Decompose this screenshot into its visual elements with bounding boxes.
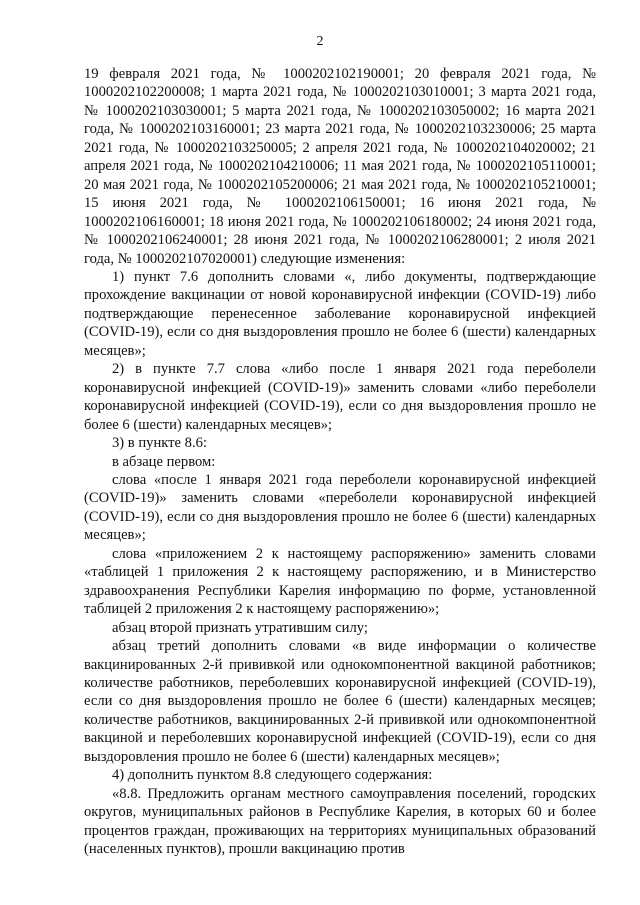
paragraph-11: «8.8. Предложить органам местного самоуправления поселений, городских округов, муниципальных районов в Республике Карелия, в которых 60 и более процентов граждан, проживающих на территориях муниципальных образований (населенных пунктов), прошли вакцинацию против: [84, 785, 596, 858]
paragraph-9: абзац третий дополнить словами «в виде информации о количестве вакцинированных 2-й прививкой или однокомпонентной вакциной работников; количестве работников, переболевших коронавирусной инфекцией (COVID-19), если со дня выздоровления прошло не более 6 (шести) календарных месяцев; количестве работников, вакцинированных 2-й прививкой или однокомпонентной вакциной и переболевших коронавирусной инфекцией (COVID-19), если со дня выздоровления прошло не более 6 (шести) календарных месяцев»;: [84, 638, 596, 765]
paragraph-7: слова «приложением 2 к настоящему распоряжению» заменить словами «таблицей 1 приложения 2 к настоящему распоряжению, и в Министерство здравоохранения Республики Карелия информацию по форме, установленной таблицей 2 приложения 2 к настоящему распоряжению»;: [84, 545, 596, 618]
paragraph-6: слова «после 1 января 2021 года переболели коронавирусной инфекцией (COVID-19)» заменить словами «переболели коронавирусной инфекцией (COVID-19), если со дня выздоровления прошло не более 6 (шести) календарных месяцев»;: [84, 471, 596, 544]
paragraph-2: 1) пункт 7.6 дополнить словами «, либо документы, подтверждающие прохождение вакцинации от новой коронавирусной инфекции (COVID-19) либо подтверждающие перенесенное заболевание коронавирусной инфекцией (COVID-19), если со дня выздоровления прошло не более 6 (шести) календарных месяцев»;: [84, 268, 596, 359]
paragraph-5: в абзаце первом:: [112, 453, 216, 470]
paragraph-3: 2) в пункте 7.7 слова «либо после 1 января 2021 года переболели коронавирусной инфекцией (COVID-19)» заменить словами «либо переболели коронавирусной инфекцией (COVID-19), если со дня выздоровления прошло не более 6 (шести) календарных месяцев»;: [84, 361, 596, 433]
document-body: [84, 65, 596, 858]
paragraph-1: 19 февраля 2021 года, № 1000202102190001; 20 февраля 2021 года, № 1000202102200008; 1 марта 2021 года, № 1000202103010001; 3 марта 2021 года, № 1000202103030001; 5 марта 2021 года, № 1000202103050002; 16 марта 2021 года, № 1000202103160001; 23 марта 2021 года, № 1000202103230006; 25 марта 2021 года, № 1000202103250005; 2 апреля 2021 года, № 1000202104020002; 21 апреля 2021 года, № 1000202104210006; 11 мая 2021 года, № 1000202105110001; 20 мая 2021 года, № 1000202105200006; 21 мая 2021 года, № 1000202105210001; 15 июня 2021 года, № 1000202106150001; 16 июня 2021 года, № 1000202106160001; 18 июня 2021 года, № 1000202106180002; 24 июня 2021 года, № 1000202106240001; 28 июня 2021 года, № 1000202106280001; 2 июля 2021 года, № 1000202107020001) следующие изменения:: [84, 66, 596, 267]
paragraph-8: абзац второй признать утратившим силу;: [112, 619, 368, 636]
paragraph-10: 4) дополнить пунктом 8.8 следующего содержания:: [112, 767, 433, 784]
page-number: 2: [316, 34, 324, 49]
paragraph-4: 3) в пункте 8.6:: [112, 435, 207, 452]
